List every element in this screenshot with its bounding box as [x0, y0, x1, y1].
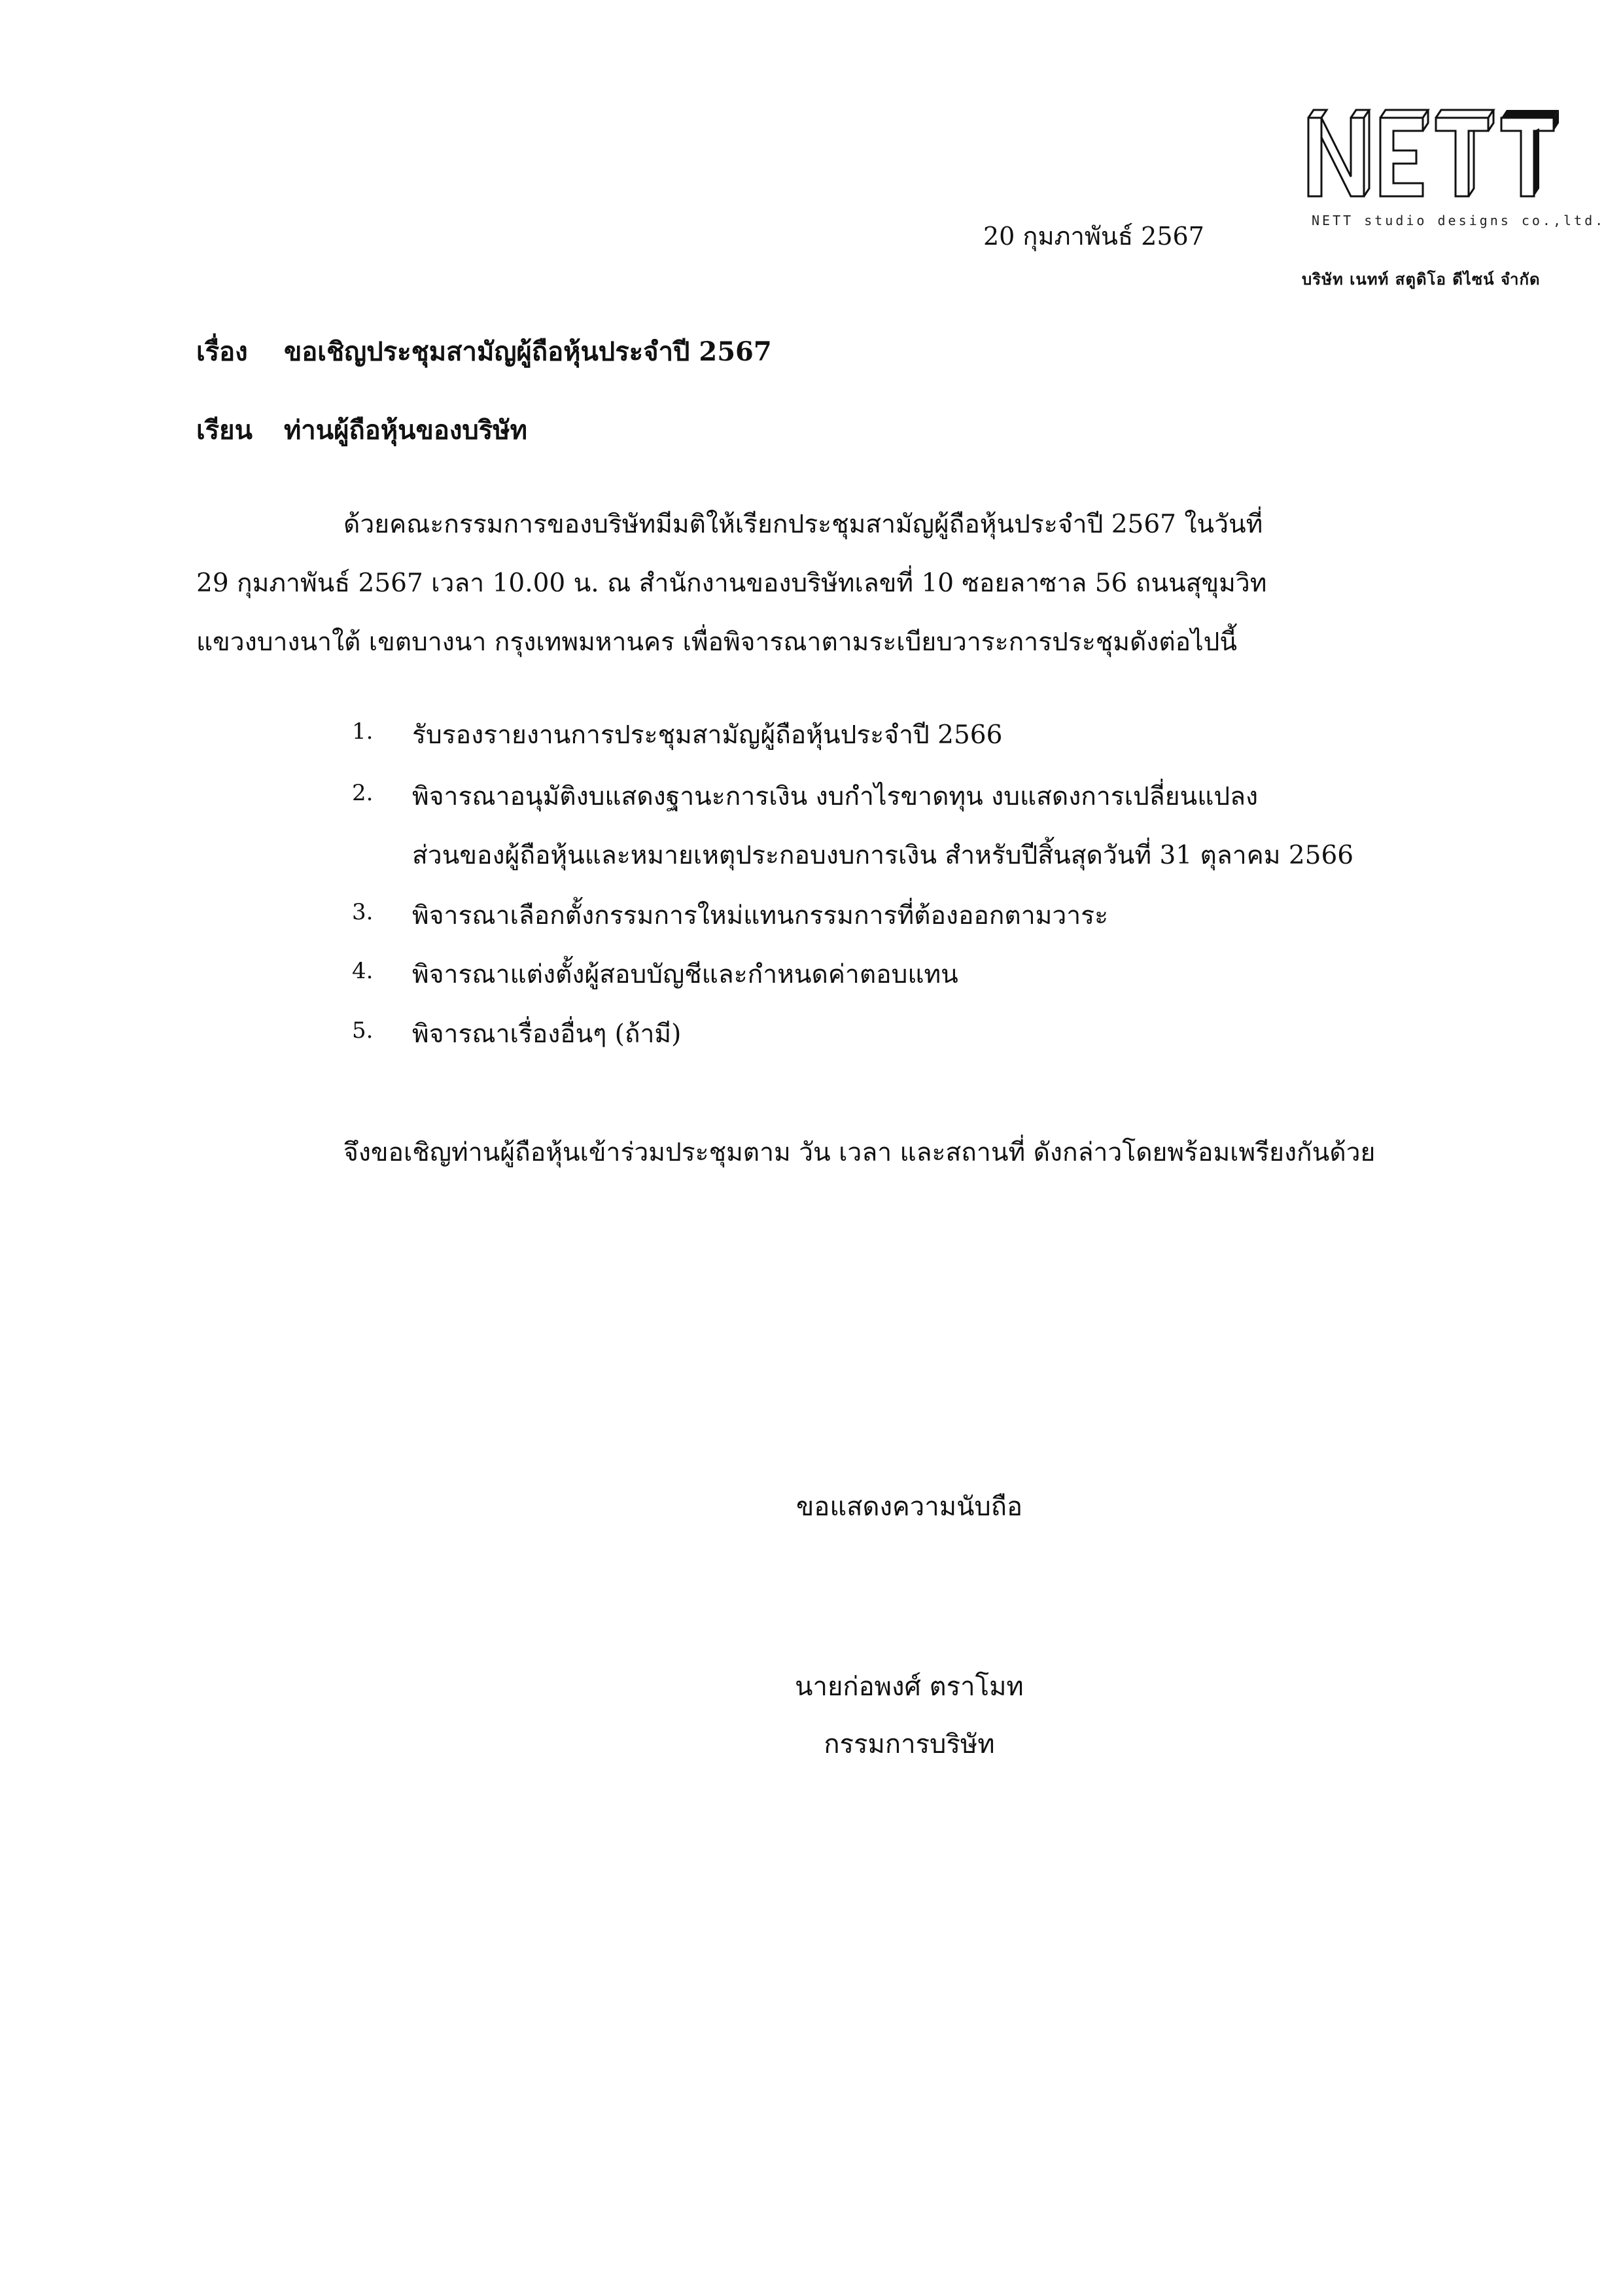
signoff: ขอแสดงความนับถือ	[795, 1492, 1023, 1522]
letter-date: 20 กุมภาพันธ์ 2567	[983, 222, 1204, 251]
company-name-thai: บริษัท เนทท์ สตูดิโอ ดีไซน์ จำกัด	[1302, 270, 1541, 289]
agenda-item-5: พิจารณาเรื่องอื่นๆ (ถ้ามี)	[412, 1019, 682, 1049]
agenda-item-4: พิจารณาแต่งตั้งผู้สอบบัญชีและกำหนดค่าตอบแทน	[412, 960, 958, 989]
agenda-item-3: พิจารณาเลือกตั้งกรรมการใหม่แทนกรรมการที่ต้องออกตามวาระ	[412, 901, 1109, 930]
agenda-number-2: 2.	[352, 780, 374, 806]
signatory-title: กรรมการบริษัท	[824, 1729, 995, 1759]
logo-letter-t2	[1501, 110, 1559, 196]
agenda-item-2: พิจารณาอนุมัติงบแสดงฐานะการเงิน งบกำไรขาดทุน งบแสดงการเปลี่ยนแปลง	[412, 782, 1259, 811]
signatory-name: นายก่อพงศ์ ตราโมท	[795, 1672, 1024, 1702]
agenda-number-4: 4.	[352, 958, 374, 984]
agenda-number-1: 1.	[352, 718, 374, 745]
body-line-3: แขวงบางนาใต้ เขตบางนา กรุงเทพมหานคร เพื่อพิจารณาตามระเบียบวาระการประชุมดังต่อไปนี้	[196, 627, 1238, 657]
subject-text: ขอเชิญประชุมสามัญผู้ถือหุ้นประจำปี 2567	[283, 336, 772, 367]
agenda-number-5: 5.	[352, 1017, 374, 1044]
recipient-text: ท่านผู้ถือหุ้นของบริษัท	[283, 415, 528, 446]
nett-logo	[1302, 98, 1577, 209]
body-line-1: ด้วยคณะกรรมการของบริษัทมีมติให้เรียกประชุมสามัญผู้ถือหุ้นประจำปี 2567 ในวันที่	[343, 510, 1263, 539]
logo-letter-t1	[1436, 110, 1493, 196]
subject-label: เรื่อง	[196, 336, 248, 367]
recipient-line	[196, 409, 527, 451]
logo-letter-n	[1308, 110, 1369, 196]
company-tagline: NETT studio designs co.,ltd.	[1312, 213, 1606, 228]
subject-line	[196, 330, 772, 372]
agenda-number-3: 3.	[352, 899, 374, 925]
body-line-2: 29 กุมภาพันธ์ 2567 เวลา 10.00 น. ณ สำนักงานของบริษัทเลขที่ 10 ซอยลาซาล 56 ถนนสุขุมวิท	[196, 569, 1267, 598]
recipient-label: เรียน	[196, 415, 253, 446]
agenda-item-1: รับรองรายงานการประชุมสามัญผู้ถือหุ้นประจำปี 2566	[412, 720, 1003, 750]
agenda-item-2-cont: ส่วนของผู้ถือหุ้นและหมายเหตุประกอบงบการเงิน สำหรับปีสิ้นสุดวันที่ 31 ตุลาคม 2566	[412, 841, 1354, 870]
logo-letter-e	[1380, 110, 1428, 196]
closing-sentence: จึงขอเชิญท่านผู้ถือหุ้นเข้าร่วมประชุมตาม วัน เวลา และสถานที่ ดังกล่าวโดยพร้อมเพรียงกันด้วย	[343, 1138, 1376, 1167]
